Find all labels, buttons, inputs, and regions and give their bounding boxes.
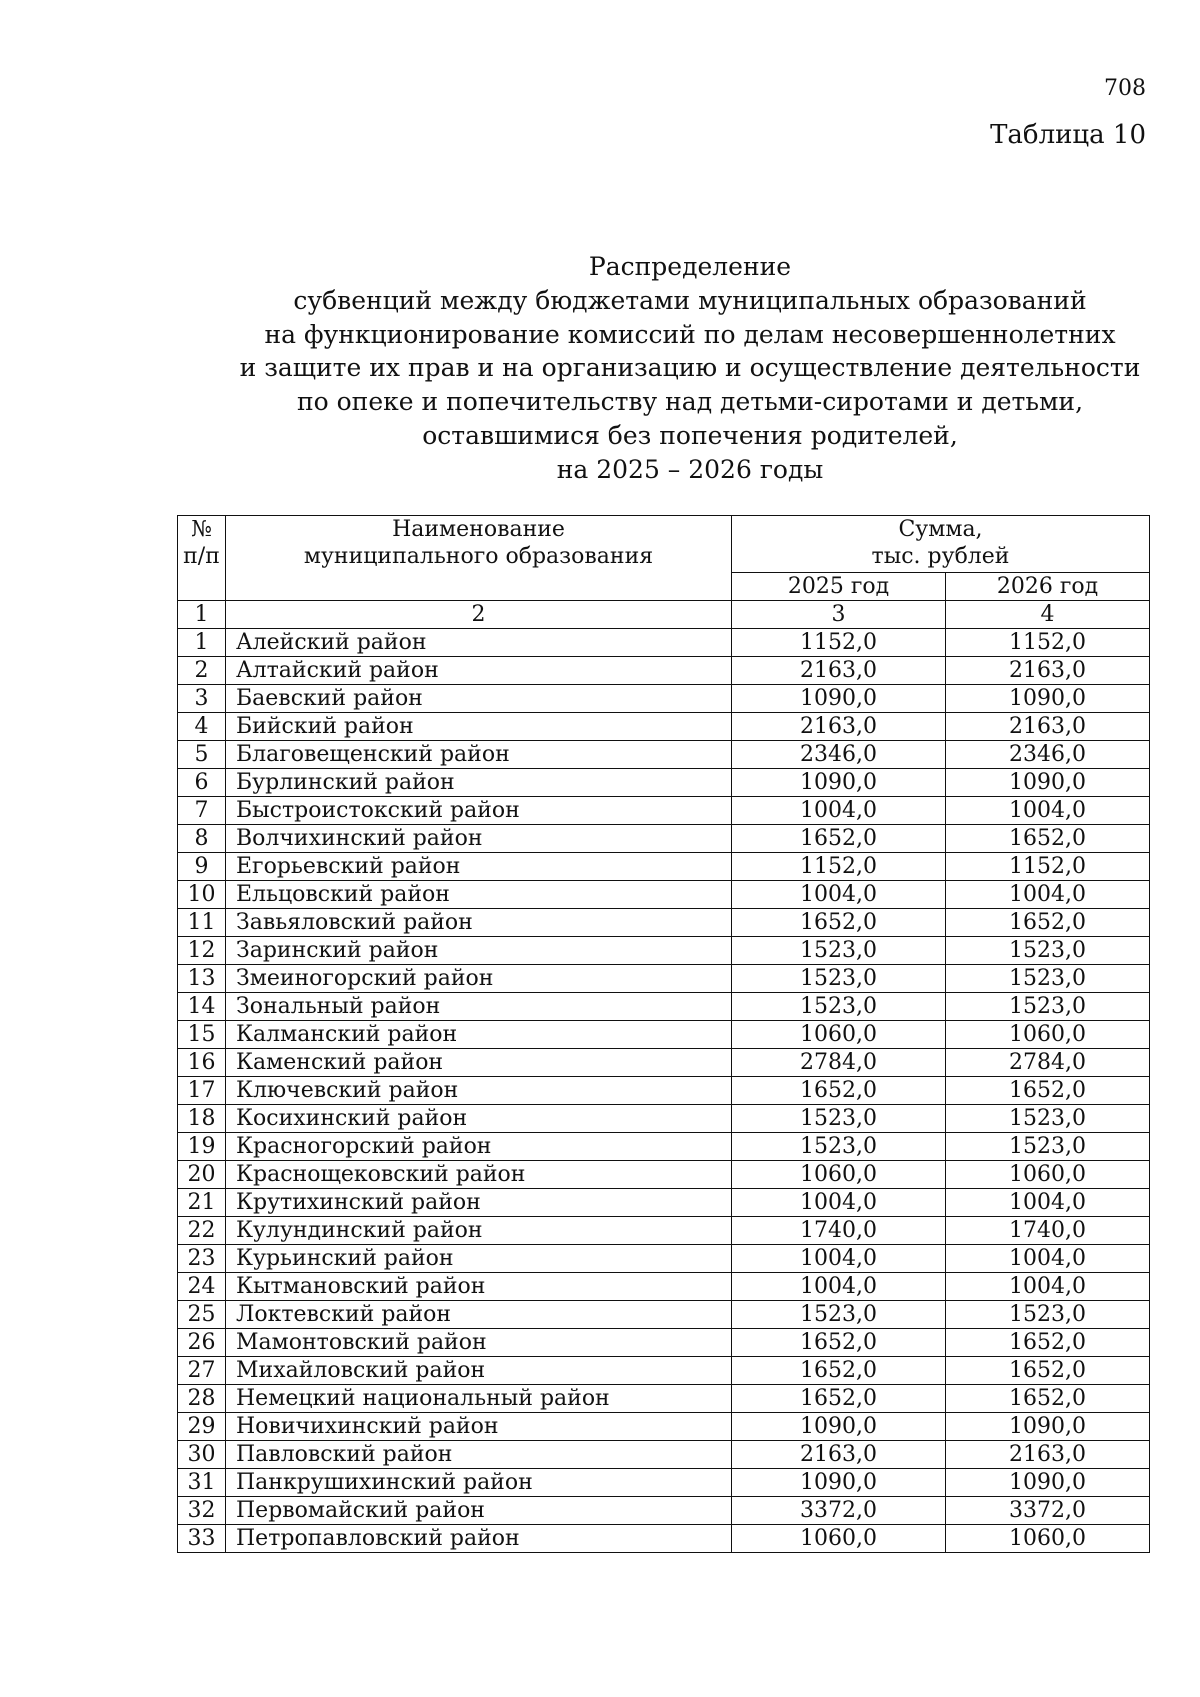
municipality-name: Кулундинский район [226,1217,732,1245]
table-row [178,1245,1150,1273]
amount-2026: 1152,0 [946,853,1150,881]
row-number: 6 [178,769,226,797]
row-number: 25 [178,1301,226,1329]
table-row [178,1301,1150,1329]
table-row [178,1217,1150,1245]
amount-2026: 3372,0 [946,1497,1150,1525]
amount-2026: 1090,0 [946,685,1150,713]
municipality-name: Ключевский район [226,1077,732,1105]
municipality-name: Каменский район [226,1049,732,1077]
table-row [178,797,1150,825]
table-row [178,1441,1150,1469]
row-number: 11 [178,909,226,937]
amount-2026: 1523,0 [946,937,1150,965]
table-row [178,713,1150,741]
table-row [178,1469,1150,1497]
amount-2025: 1004,0 [732,1189,946,1217]
municipality-name: Ельцовский район [226,881,732,909]
amount-2025: 1523,0 [732,1133,946,1161]
amount-2025: 1060,0 [732,1525,946,1553]
municipality-name: Егорьевский район [226,853,732,881]
row-number: 33 [178,1525,226,1553]
amount-2026: 1652,0 [946,1077,1150,1105]
municipality-name: Петропавловский район [226,1525,732,1553]
row-number: 4 [178,713,226,741]
row-number: 31 [178,1469,226,1497]
table-row [178,993,1150,1021]
municipality-name: Бийский район [226,713,732,741]
row-number: 1 [178,629,226,657]
amount-2025: 1523,0 [732,1301,946,1329]
amount-2026: 1652,0 [946,1357,1150,1385]
title-line: Распределение [588,252,792,281]
amount-2025: 1152,0 [732,853,946,881]
table-row [178,1161,1150,1189]
amount-2025: 2163,0 [732,1441,946,1469]
amount-2026: 1060,0 [946,1161,1150,1189]
table-row [178,1021,1150,1049]
row-number: 7 [178,797,226,825]
table-row [178,1077,1150,1105]
row-number: 21 [178,1189,226,1217]
amount-2025: 1060,0 [732,1161,946,1189]
row-number: 10 [178,881,226,909]
header-name-line1: Наименование [392,517,565,542]
municipality-name: Первомайский район [226,1497,732,1525]
table-label: Таблица 10 [990,120,1146,150]
row-number: 18 [178,1105,226,1133]
municipality-name: Мамонтовский район [226,1329,732,1357]
row-number: 19 [178,1133,226,1161]
row-number: 20 [178,1161,226,1189]
table-row [178,685,1150,713]
row-number: 8 [178,825,226,853]
row-number: 26 [178,1329,226,1357]
row-number: 13 [178,965,226,993]
row-number: 23 [178,1245,226,1273]
municipality-name: Алтайский район [226,657,732,685]
table-row [178,769,1150,797]
row-number: 28 [178,1385,226,1413]
amount-2025: 1004,0 [732,1273,946,1301]
table-row [178,1329,1150,1357]
municipality-name: Калманский район [226,1021,732,1049]
header-name [226,516,732,601]
column-index: 3 [732,601,946,629]
amount-2026: 1152,0 [946,629,1150,657]
amount-2026: 2163,0 [946,1441,1150,1469]
document-title [0,250,1200,487]
amount-2026: 1523,0 [946,993,1150,1021]
row-number: 5 [178,741,226,769]
table-row [178,825,1150,853]
amount-2026: 1090,0 [946,1413,1150,1441]
table-body [178,629,1150,1553]
table-row [178,1413,1150,1441]
amount-2026: 1004,0 [946,1245,1150,1273]
row-number: 9 [178,853,226,881]
page-number: 708 [1104,76,1146,101]
table-row [178,1497,1150,1525]
municipality-name: Бурлинский район [226,769,732,797]
amount-2025: 1652,0 [732,825,946,853]
amount-2026: 1740,0 [946,1217,1150,1245]
row-number: 17 [178,1077,226,1105]
column-index-row [178,601,1150,629]
municipality-name: Быстроистокский район [226,797,732,825]
amount-2025: 1523,0 [732,937,946,965]
header-year-2025: 2025 год [732,573,946,601]
municipality-name: Волчихинский район [226,825,732,853]
municipality-name: Завьяловский район [226,909,732,937]
table-row [178,629,1150,657]
amount-2025: 1523,0 [732,993,946,1021]
amount-2025: 3372,0 [732,1497,946,1525]
municipality-name: Благовещенский район [226,741,732,769]
amount-2025: 2163,0 [732,657,946,685]
table-row [178,1273,1150,1301]
title-line: на функционирование комиссий по делам несовершеннолетних [264,319,1116,349]
amount-2025: 1523,0 [732,965,946,993]
header-number-line2: п/п [183,544,220,569]
header-year-2026: 2026 год [946,573,1150,601]
amount-2026: 1004,0 [946,797,1150,825]
amount-2025: 1652,0 [732,1329,946,1357]
row-number: 22 [178,1217,226,1245]
amount-2026: 1652,0 [946,909,1150,937]
table-row [178,741,1150,769]
amount-2026: 1523,0 [946,1301,1150,1329]
amount-2026: 1652,0 [946,1329,1150,1357]
amount-2026: 1523,0 [946,1133,1150,1161]
row-number: 24 [178,1273,226,1301]
municipality-name: Красногорский район [226,1133,732,1161]
amount-2025: 1152,0 [732,629,946,657]
row-number: 3 [178,685,226,713]
municipality-name: Кытмановский район [226,1273,732,1301]
municipality-name: Зональный район [226,993,732,1021]
amount-2026: 2346,0 [946,741,1150,769]
municipality-name: Павловский район [226,1441,732,1469]
amount-2026: 1652,0 [946,1385,1150,1413]
municipality-name: Заринский район [226,937,732,965]
amount-2025: 2784,0 [732,1049,946,1077]
amount-2025: 1004,0 [732,881,946,909]
amount-2026: 1060,0 [946,1021,1150,1049]
table-row [178,1105,1150,1133]
amount-2025: 1652,0 [732,909,946,937]
municipality-name: Михайловский район [226,1357,732,1385]
municipality-name: Локтевский район [226,1301,732,1329]
amount-2025: 1090,0 [732,1413,946,1441]
municipality-name: Панкрушихинский район [226,1469,732,1497]
municipality-name: Алейский район [226,629,732,657]
municipality-name: Немецкий национальный район [226,1385,732,1413]
amount-2026: 1090,0 [946,1469,1150,1497]
municipality-name: Косихинский район [226,1105,732,1133]
table-row [178,853,1150,881]
title-line: субвенций между бюджетами муниципальных образований [293,285,1087,315]
table-row [178,965,1150,993]
header-sum-line2: тыс. рублей [871,544,1010,569]
title-line: оставшимися без попечения родителей, [422,420,958,450]
amount-2025: 1004,0 [732,797,946,825]
title-line: по опеке и попечительству над детьми-сиротами и детьми, [296,387,1084,417]
municipality-name: Баевский район [226,685,732,713]
amount-2026: 1523,0 [946,1105,1150,1133]
amount-2025: 2163,0 [732,713,946,741]
amount-2026: 1004,0 [946,881,1150,909]
table-row [178,881,1150,909]
amount-2026: 1523,0 [946,965,1150,993]
table-row [178,1049,1150,1077]
row-number: 12 [178,937,226,965]
amount-2026: 1004,0 [946,1273,1150,1301]
column-index: 2 [226,601,732,629]
header-sum [732,516,1150,573]
table-row [178,909,1150,937]
row-number: 32 [178,1497,226,1525]
amount-2026: 2163,0 [946,713,1150,741]
table-row [178,937,1150,965]
amount-2025: 1652,0 [732,1357,946,1385]
amount-2026: 1090,0 [946,769,1150,797]
amount-2025: 1740,0 [732,1217,946,1245]
header-sum-line1: Сумма, [898,517,983,542]
amount-2025: 1060,0 [732,1021,946,1049]
amount-2025: 1652,0 [732,1385,946,1413]
amount-2025: 1523,0 [732,1105,946,1133]
row-number: 29 [178,1413,226,1441]
table-row [178,657,1150,685]
table-row [178,1385,1150,1413]
amount-2025: 1090,0 [732,685,946,713]
row-number: 30 [178,1441,226,1469]
municipality-name: Курьинский район [226,1245,732,1273]
column-index: 4 [946,601,1150,629]
table-row [178,1357,1150,1385]
amount-2025: 1652,0 [732,1077,946,1105]
header-number [178,516,226,601]
header-number-line1: № [191,517,212,542]
amount-2026: 1652,0 [946,825,1150,853]
amount-2025: 1090,0 [732,1469,946,1497]
row-number: 16 [178,1049,226,1077]
amount-2026: 1004,0 [946,1189,1150,1217]
municipality-name: Крутихинский район [226,1189,732,1217]
amount-2026: 2163,0 [946,657,1150,685]
subvention-table [177,515,1150,1553]
amount-2026: 1060,0 [946,1525,1150,1553]
row-number: 15 [178,1021,226,1049]
row-number: 2 [178,657,226,685]
table-row [178,1525,1150,1553]
row-number: 27 [178,1357,226,1385]
column-index: 1 [178,601,226,629]
row-number: 14 [178,993,226,1021]
municipality-name: Змеиногорский район [226,965,732,993]
table-row [178,1133,1150,1161]
table-row [178,1189,1150,1217]
title-line: на 2025 – 2026 годы [556,454,824,484]
header-name-line2: муниципального образования [303,544,654,569]
amount-2025: 2346,0 [732,741,946,769]
title-line: и защите их прав и на организацию и осуществление деятельности [239,353,1141,383]
municipality-name: Новичихинский район [226,1413,732,1441]
amount-2026: 2784,0 [946,1049,1150,1077]
amount-2025: 1090,0 [732,769,946,797]
municipality-name: Краснощековский район [226,1161,732,1189]
amount-2025: 1004,0 [732,1245,946,1273]
